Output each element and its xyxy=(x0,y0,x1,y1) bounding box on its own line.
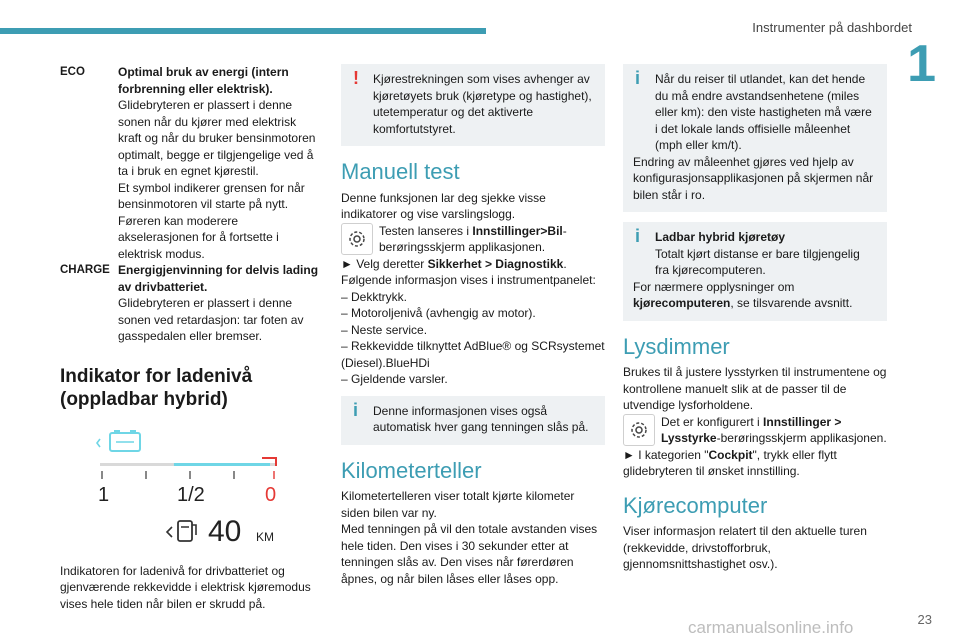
odometer-p1: Kilometertelleren viser totalt kjørte kilometer siden bilen var ny. xyxy=(341,489,575,520)
dimmer-settings-path: Det er konfigurert i Innstillinger > Lysstyrke-berøringsskjerm applikasjonen. xyxy=(623,414,887,447)
list-item: – Dekktrykk. xyxy=(341,289,408,304)
charge-heading: Energigjenvinning for delvis lading av drivbatteriet. xyxy=(118,263,319,294)
settings-gear-icon xyxy=(623,414,655,446)
info-note-units-text-2: Endring av måleenhet gjøres ved hjelp av konfigurasjonsapplikasjonen på skjermen når bilen står i ro. xyxy=(633,154,874,202)
warning-note xyxy=(341,64,605,146)
info-icon: i xyxy=(353,399,359,420)
list-item: – Gjeldende varsler. xyxy=(341,372,448,386)
gauge-label-full: 1 xyxy=(98,483,110,506)
info-note-hybrid-ref: For nærmere opplysninger om kjørecomputeren, se tilsvarende avsnitt. xyxy=(633,279,853,310)
info-note-manual-test xyxy=(341,396,605,445)
info-note-hybrid-title: Ladbar hybrid kjøretøy xyxy=(655,230,786,244)
charge-level-gauge xyxy=(60,429,322,548)
manual-test-intro: Denne funksjonen lar deg sjekke visse indikatorer og vise varslingslogg. xyxy=(341,190,546,221)
watermark: carmanualsonline.info xyxy=(688,618,854,637)
running-header: Instrumenter på dashbordet xyxy=(752,20,912,35)
dimmer-title: Lysdimmer xyxy=(623,333,730,359)
info-note-hybrid xyxy=(623,222,887,321)
chapter-number: 1 xyxy=(907,35,936,93)
manual-test-settings-path xyxy=(341,223,605,256)
list-item: – Motoroljenivå (avhengig av motor). xyxy=(341,306,536,320)
odometer-p2: Med tenningen på vil den totale avstanden vises hele tiden. Den vises i 30 sekunder etter at tenningen slås av. Den vises når førerdøren åpnes, og når bilen låses eller låses opp. xyxy=(341,522,598,586)
definition-eco xyxy=(60,64,322,262)
charge-body: Glidebryteren er plassert i denne sonen ved retardasjon: tar foten av gasspedalen eller bremser. xyxy=(118,296,304,343)
warning-icon: ! xyxy=(353,68,359,88)
range-unit: KM xyxy=(256,529,274,544)
settings-path-bold: Innstillinger>Bil xyxy=(472,223,563,238)
settings-path-prefix: Testen lanseres i xyxy=(379,223,473,238)
gauge-label-half: 1/2 xyxy=(177,483,205,506)
gauge-label-empty: 0 xyxy=(265,483,277,506)
column-2 xyxy=(341,64,605,587)
info-note-text: Denne informasjonen vises også automatisk hver gang tenningen slås på. xyxy=(373,403,589,434)
manual-test-list-intro: Følgende informasjon vises i instrumentpanelet: xyxy=(341,273,596,287)
info-note-units-text: Når du reiser til utlandet, kan det hende du må endre avstandsenhetene (miles eller km): den viste hastigheten må være i det lokale lands offisielle måleenhet (mph eller km/t). xyxy=(655,72,872,152)
info-icon: i xyxy=(635,226,641,246)
computer-title: Kjørecomputer xyxy=(623,492,768,518)
list-item: – Neste service. xyxy=(341,322,428,337)
settings-path-suffix: -berøringsskjerm applikasjonen. xyxy=(379,223,567,254)
gauge-fill xyxy=(174,463,270,466)
term-charge: CHARGE xyxy=(60,264,110,276)
definition-charge xyxy=(60,262,322,345)
header-accent-bar xyxy=(0,28,486,34)
dimmer-step: ► I kategorien "Cockpit", trykk eller flytt glidebryteren til ønsket innstilling. xyxy=(623,447,837,478)
range-value: 40 xyxy=(208,514,242,548)
eco-heading: Optimal bruk av energi (intern forbrenning eller elektrisk). xyxy=(118,65,289,96)
charge-indicator-paragraph: Indikatoren for ladenivå for drivbatteriet og gjenværende rekkevidde i elektrisk kjøremodus vises hele tiden når bilen er skrudd på. xyxy=(60,563,311,611)
manual-test-step: ► Velg deretter Sikkerhet > Diagnostikk. xyxy=(341,256,567,271)
computer-p1: Viser informasjon relatert til den aktuelle turen (rekkevidde, drivstofforbruk, gjennomsnittshastighet osv.). xyxy=(623,524,867,571)
term-eco: ECO xyxy=(60,66,85,78)
warning-note-text: Kjørestrekningen som vises avhenger av kjøretøyets bruk (kjøretype og hastighet), utetemperatur og det aktiverte komfortutstyret. xyxy=(373,72,592,136)
gauge-graphic xyxy=(60,429,322,549)
odometer-title: Kilometerteller xyxy=(341,457,482,483)
page-number: 23 xyxy=(917,612,932,627)
column-1 xyxy=(60,64,322,612)
electric-range-icon xyxy=(167,521,196,541)
section-title-charge-indicator: Indikator for ladenivå (oppladbar hybrid) xyxy=(60,365,253,410)
info-icon: i xyxy=(635,68,641,88)
manual-test-title: Manuell test xyxy=(341,159,460,184)
column-3 xyxy=(623,64,887,573)
dimmer-p1: Brukes til å justere lysstyrken til instrumentene og kontrollene manuelt slik at de passer til de utvendige lysforholdene. xyxy=(623,365,887,412)
list-item: – Rekkevidde tilknyttet AdBlue® og SCRsystemet (Diesel).BlueHDi xyxy=(341,339,605,370)
settings-gear-icon xyxy=(341,223,373,255)
eco-body-2: Et symbol indikerer grensen for når bensinmotoren vil starte på nytt. Føreren kan moderere akselerasjonen for å fortsette i elektrisk modus. xyxy=(118,180,305,261)
battery-icon xyxy=(97,430,140,451)
info-note-units xyxy=(623,64,887,212)
info-note-hybrid-text: Totalt kjørt distanse er bare tilgjengelig fra kjørecomputeren. xyxy=(655,246,860,277)
eco-body: Glidebryteren er plassert i denne sonen når du kjører med elektrisk kraft og når du bruker bensinmotoren optimalt, begge er tilgjengelige ved å ta i bruk en egnet kjørestil. xyxy=(118,98,316,178)
